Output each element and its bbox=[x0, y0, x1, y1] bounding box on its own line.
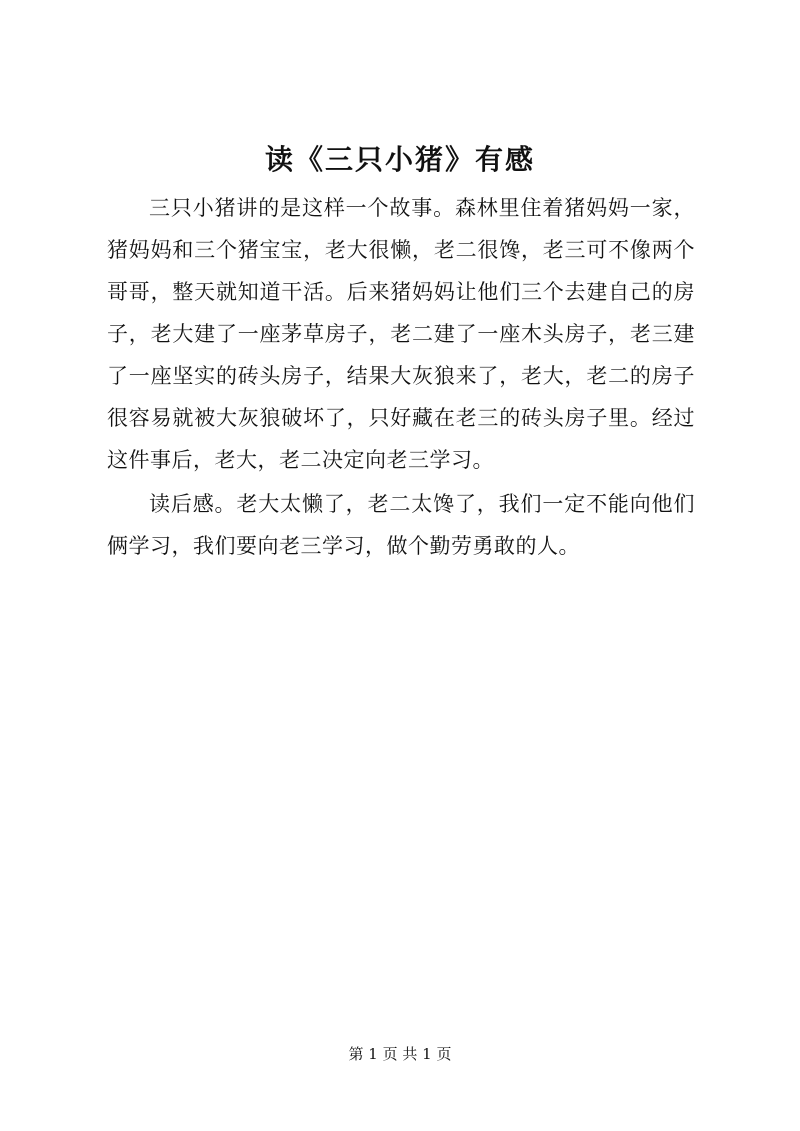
document-body bbox=[107, 187, 695, 567]
document-title: 读《三只小猪》有感 bbox=[264, 143, 535, 176]
page-number-footer: 第 1 页 共 1 页 bbox=[348, 1045, 452, 1063]
paragraph-reflection: 读后感。老大太懒了，老二太馋了，我们一定不能向他们俩学习，我们要向老三学习，做个勤劳勇敢的人。 bbox=[107, 492, 695, 558]
paragraph-story: 三只小猪讲的是这样一个故事。森林里住着猪妈妈一家，猪妈妈和三个猪宝宝，老大很懒，老二很馋，老三可不像两个哥哥，整天就知道干活。后来猪妈妈让他们三个去建自己的房子，老大建了一座茅草房子，老二建了一座木头房子，老三建了一座坚实的砖头房子，结果大灰狼来了，老大，老二的房子很容易就被大灰狼破坏了，只好藏在老三的砖头房子里。经过这件事后，老大，老二决定向老三学习。 bbox=[107, 196, 695, 472]
